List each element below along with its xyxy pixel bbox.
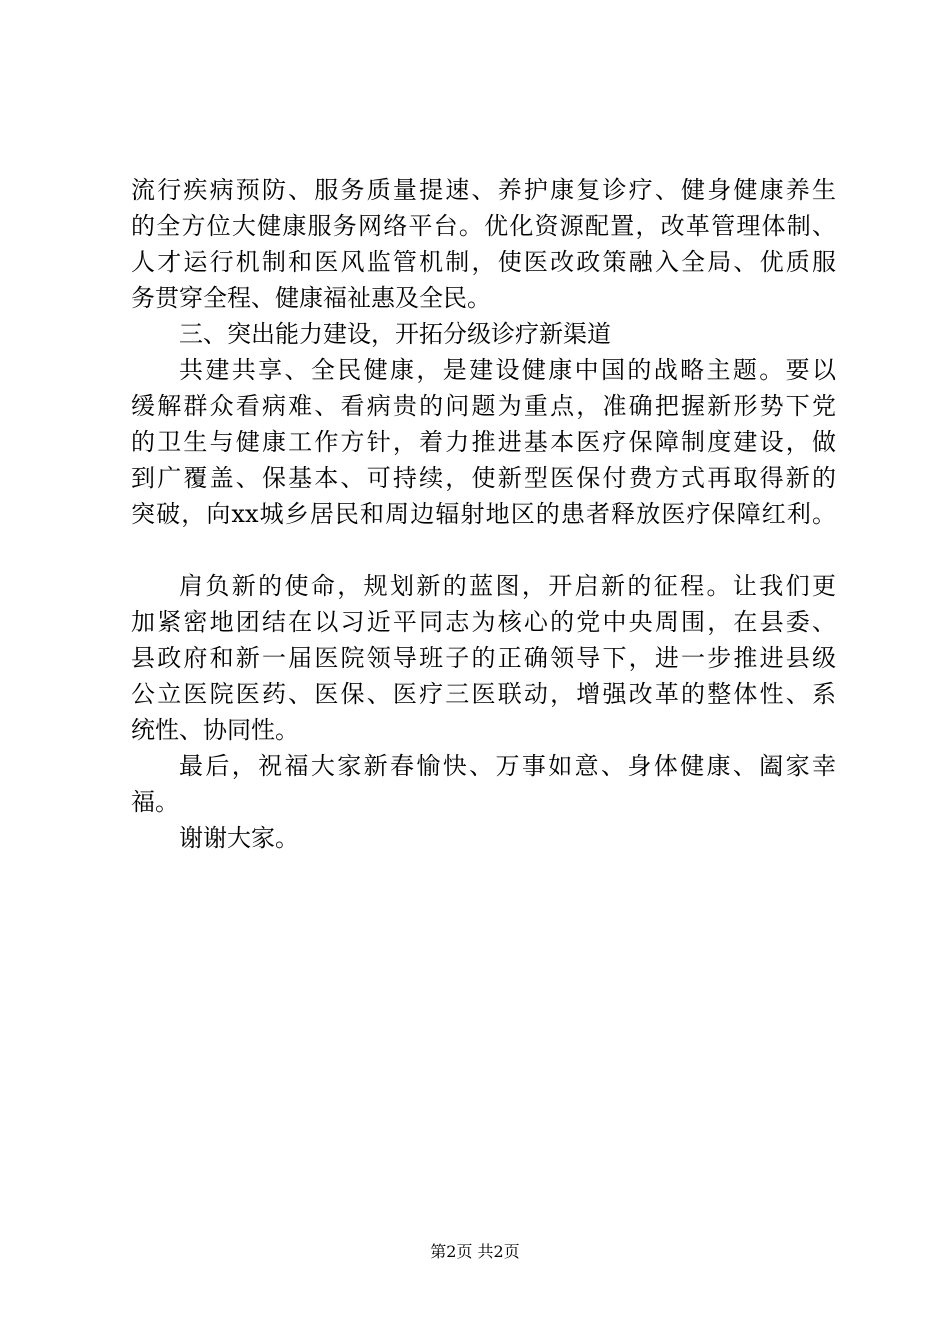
paragraph-line: 公立医院医药、医保、医疗三医联动，增强改革的整体性、系 <box>131 680 836 708</box>
paragraph-line: 到广覆盖、保基本、可持续，使新型医保付费方式再取得新的 <box>131 464 836 492</box>
paragraph-line: 的全方位大健康服务网络平台。优化资源配置，改革管理体制、 <box>131 212 836 240</box>
closing-line: 谢谢大家。 <box>179 824 299 852</box>
paragraph-line: 县政府和新一届医院领导班子的正确领导下，进一步推进县级 <box>131 644 836 672</box>
page-footer <box>0 1240 950 1264</box>
paragraph-line: 统性、协同性。 <box>131 716 299 744</box>
blank-line <box>131 532 836 568</box>
page-number-label: 第2页 共2页 <box>430 1242 520 1261</box>
paragraph-line: 加紧密地团结在以习近平同志为核心的党中央周围，在县委、 <box>131 608 836 636</box>
paragraph-line: 最后，祝福大家新春愉快、万事如意、身体健康、阖家幸 <box>179 752 836 780</box>
paragraph-line: 肩负新的使命，规划新的蓝图，开启新的征程。让我们更 <box>179 572 836 600</box>
paragraph-line: 务贯穿全程、健康福祉惠及全民。 <box>131 284 491 312</box>
paragraph-line: 福。 <box>131 788 179 816</box>
paragraph-line: 的卫生与健康工作方针，着力推进基本医疗保障制度建设，做 <box>131 428 836 456</box>
paragraph-line: 流行疾病预防、服务质量提速、养护康复诊疗、健身健康养生 <box>131 176 836 204</box>
paragraph-line: 缓解群众看病难、看病贵的问题为重点，准确把握新形势下党 <box>131 392 836 420</box>
document-body <box>131 172 836 856</box>
paragraph-line: 人才运行机制和医风监管机制，使医改政策融入全局、优质服 <box>131 248 836 276</box>
section-heading: 三、突出能力建设，开拓分级诊疗新渠道 <box>179 320 611 348</box>
paragraph-line: 共建共享、全民健康，是建设健康中国的战略主题。要以 <box>179 356 836 384</box>
paragraph-line: 突破，向xx城乡居民和周边辐射地区的患者释放医疗保障红利。 <box>131 500 836 528</box>
